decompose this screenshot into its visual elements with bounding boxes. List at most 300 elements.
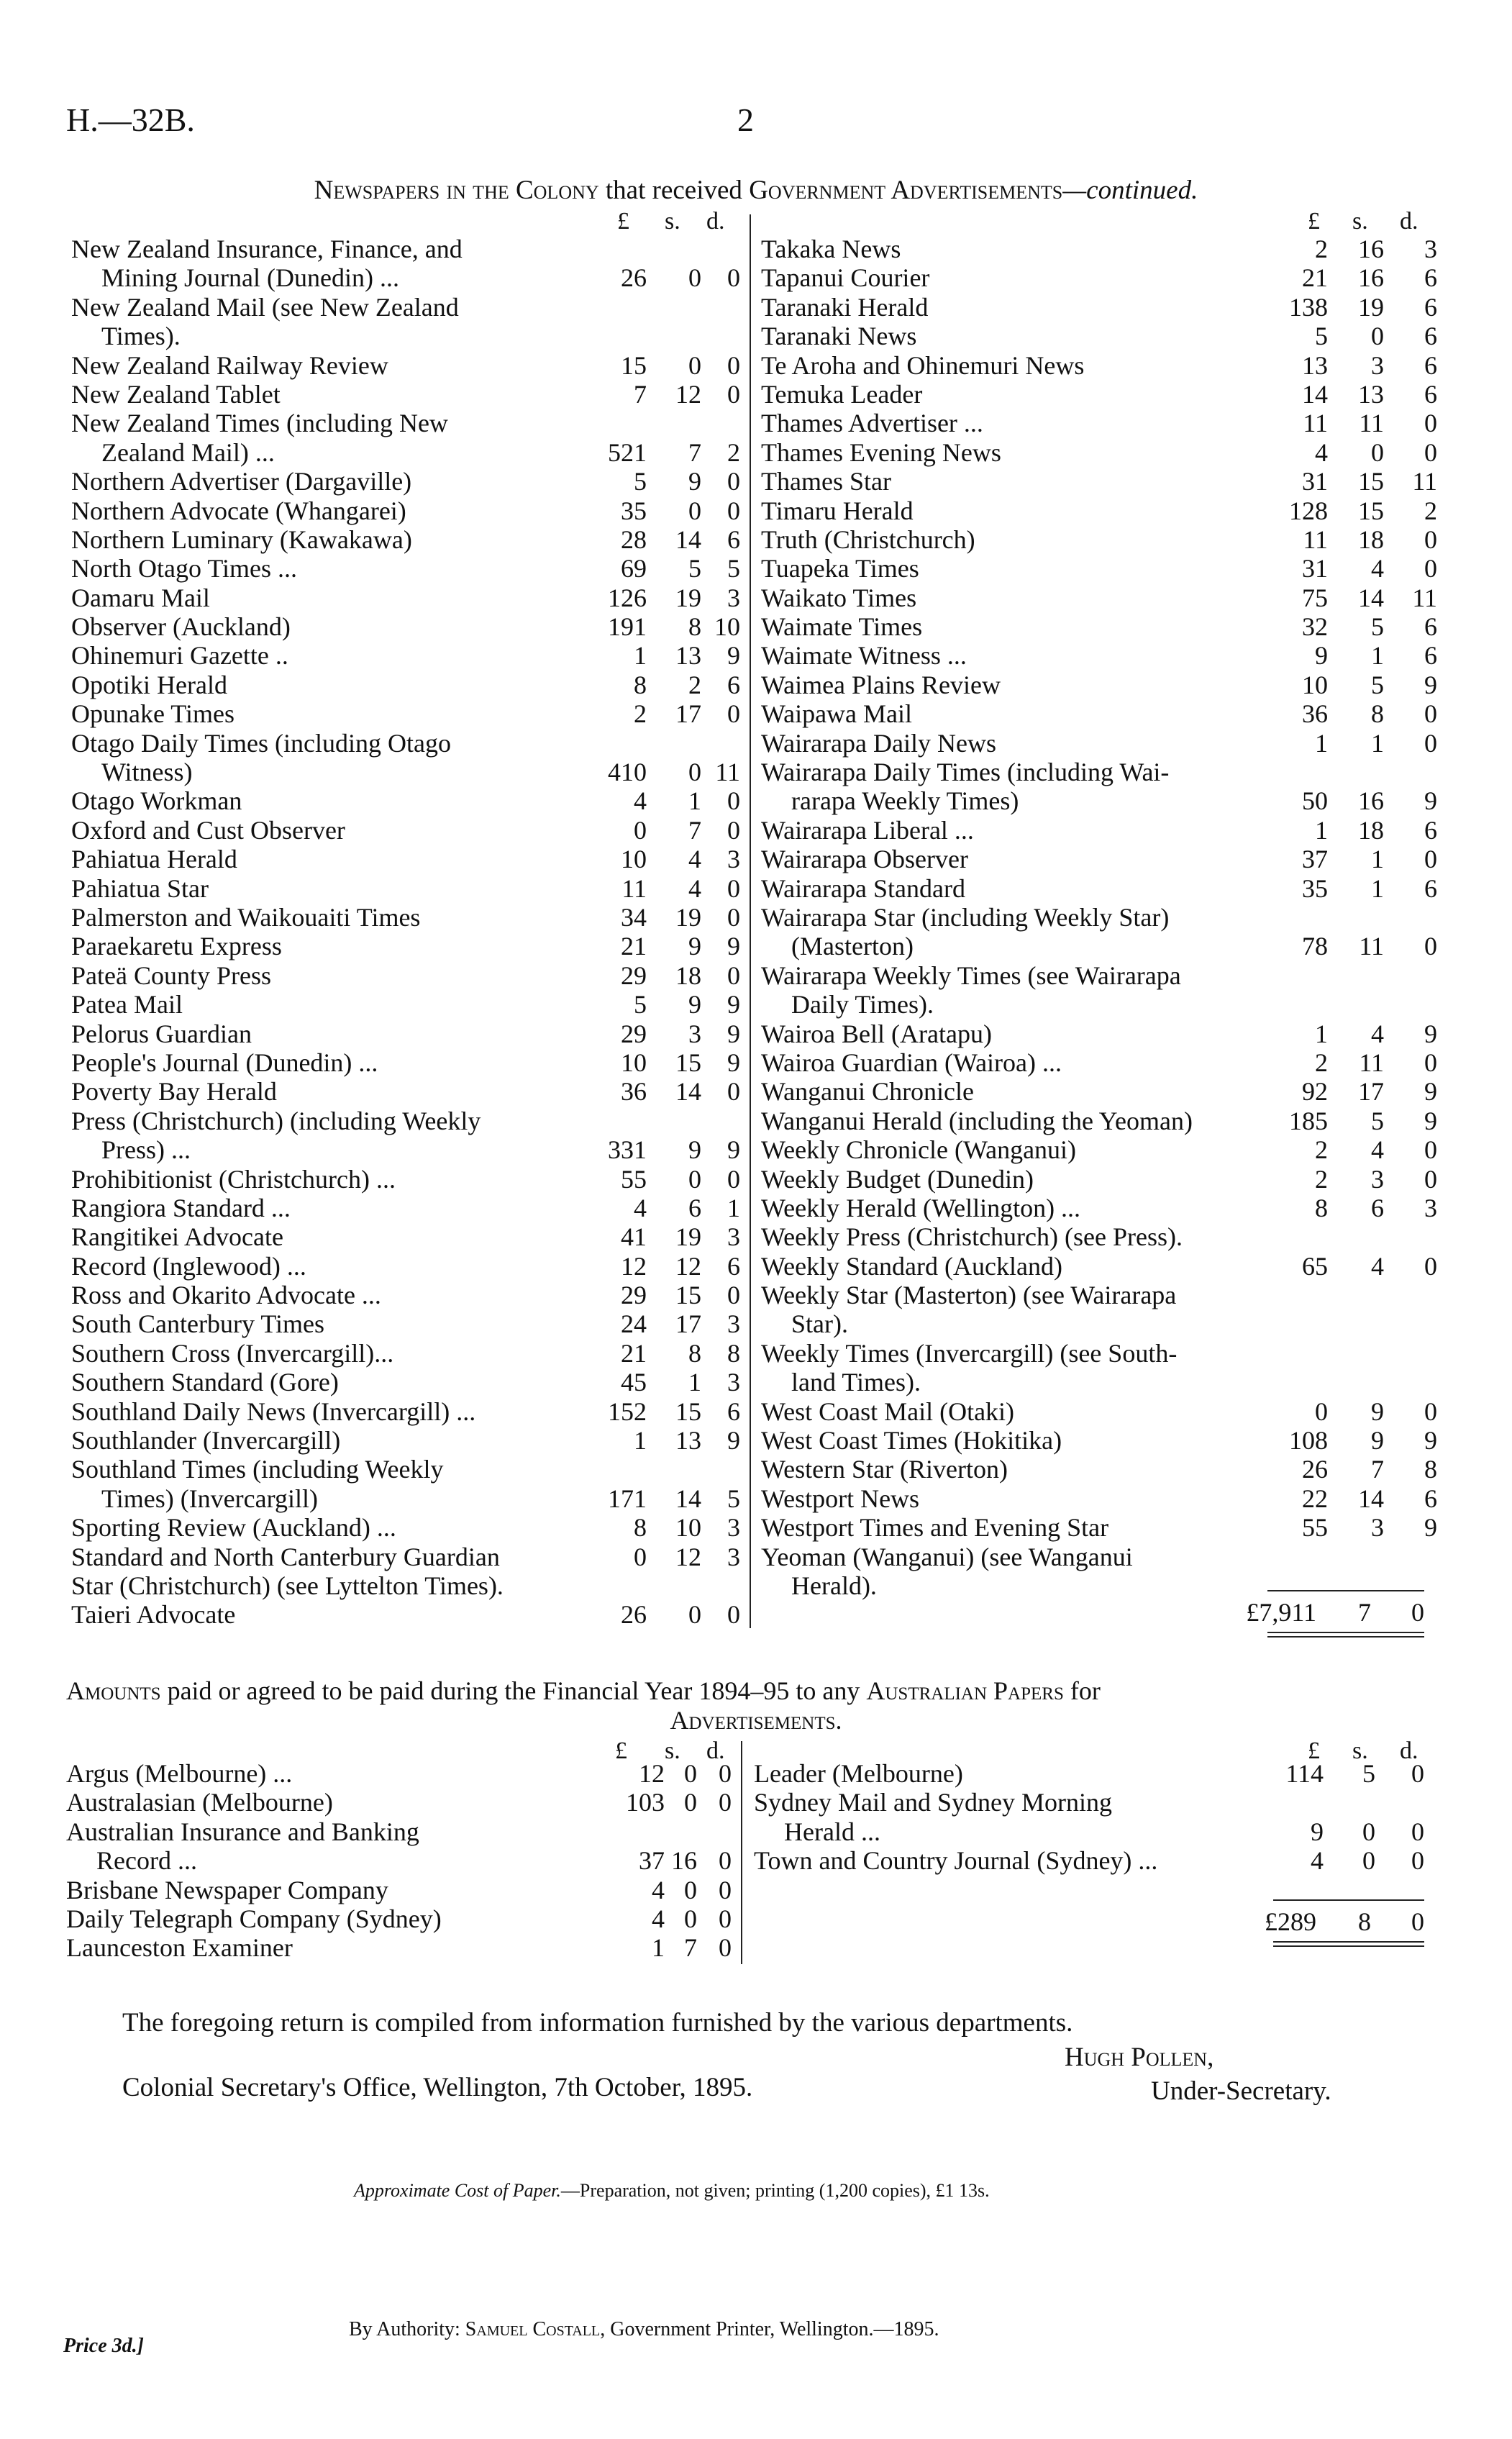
newspaper-name: Southland Daily News (Invercargill) ... [71, 1396, 476, 1426]
amount-shillings: 7 [1371, 1455, 1384, 1484]
amount-pence: 9 [727, 1048, 740, 1077]
amount-shillings: 15 [1358, 496, 1384, 525]
newspaper-name: Otago Daily Times (including Otago [71, 728, 451, 758]
amount-pence: 0 [1411, 1817, 1424, 1846]
amount-pence: 0 [727, 263, 740, 293]
newspaper-name: Waipawa Mail [761, 699, 913, 729]
newspaper-name: Observer (Auckland) [71, 612, 291, 642]
amount-shillings: 17 [675, 699, 701, 729]
authority-line [349, 2318, 939, 2341]
newspaper-name: Wairoa Guardian (Wairoa) ... [761, 1048, 1062, 1077]
amount-pence: 0 [1424, 409, 1437, 438]
amount-pence: 0 [1424, 554, 1437, 583]
list-item [761, 903, 1437, 932]
amount-pence: 3 [727, 1542, 740, 1571]
amount-shillings: 0 [688, 496, 701, 525]
list-item [761, 758, 1437, 786]
newspaper-name: Northern Luminary (Kawakawa) [71, 524, 412, 554]
list-item [761, 1252, 1437, 1281]
amount-shillings: 12 [675, 379, 701, 409]
newspaper-name: Australian Insurance and Banking [66, 1817, 419, 1846]
aus-pence-header-right: d. [1400, 1738, 1418, 1764]
amount-pence: 11 [715, 758, 740, 787]
list-item [71, 583, 740, 612]
footer-note: The foregoing return is compiled from information furnished by the various departments. [122, 2008, 1073, 2038]
amount-pounds: 15 [621, 350, 647, 380]
newspaper-name: Pelorus Guardian [71, 1019, 252, 1048]
amount-shillings: 11 [1359, 1048, 1384, 1077]
amount-pence: 9 [1424, 1019, 1437, 1048]
amount-pounds: 11 [1303, 409, 1328, 438]
amount-pounds: 5 [634, 467, 647, 496]
newspaper-name: Weekly Chronicle (Wanganui) [761, 1135, 1077, 1165]
list-item [71, 322, 740, 350]
list-item [71, 671, 740, 699]
amount-shillings: 4 [1371, 554, 1384, 583]
list-item [71, 1397, 740, 1426]
amount-pence: 9 [1424, 1106, 1437, 1135]
amount-shillings: 0 [688, 758, 701, 787]
amount-pence: 3 [1424, 1193, 1437, 1222]
amount-shillings: 9 [688, 467, 701, 496]
amount-shillings: 1 [1371, 845, 1384, 874]
amount-pounds: 37 [1302, 845, 1328, 874]
amount-shillings: 0 [1371, 322, 1384, 351]
amount-shillings: 0 [684, 1904, 697, 1933]
amount-pounds: 36 [621, 1077, 647, 1107]
amount-shillings: 19 [675, 1222, 701, 1252]
amount-pounds: 185 [1289, 1106, 1328, 1135]
title-part-3: Government Advertisements [749, 176, 1063, 205]
newspaper-name: Mining Journal (Dunedin) ... [101, 263, 399, 293]
list-item [71, 263, 740, 292]
amount-pence: 0 [727, 350, 740, 380]
amount-shillings: 5 [1371, 612, 1384, 642]
amount-shillings: 5 [1371, 670, 1384, 699]
amount-pounds: 4 [652, 1904, 665, 1933]
newspaper-name: Witness) [101, 758, 193, 787]
newspaper-name: New Zealand Railway Review [71, 350, 388, 380]
newspaper-name: Launceston Examiner [66, 1933, 293, 1963]
newspaper-name: rarapa Weekly Times) [791, 786, 1019, 816]
amount-pounds: 26 [621, 1600, 647, 1630]
amount-pence: 5 [727, 1484, 740, 1513]
list-item [761, 612, 1437, 641]
list-item [71, 758, 740, 786]
newspaper-name: Weekly Budget (Dunedin) [761, 1164, 1034, 1194]
amount-pence: 0 [1411, 1759, 1424, 1788]
newspaper-name: Westport News [761, 1484, 920, 1513]
title-part-2: that received [598, 176, 750, 205]
list-item [761, 816, 1437, 845]
list-item [761, 1281, 1437, 1309]
aus-total-double-rule-1 [1273, 1941, 1424, 1943]
list-item [761, 525, 1437, 554]
amount-pounds: 41 [621, 1222, 647, 1252]
amount-pounds: 103 [626, 1788, 665, 1817]
amount-shillings: 17 [1358, 1077, 1384, 1107]
newspaper-name: Prohibitionist (Christchurch) ... [71, 1164, 396, 1194]
amount-pounds: 9 [1315, 641, 1328, 671]
newspaper-name: Wairarapa Star (including Weekly Star) [761, 902, 1170, 932]
newspaper-name: Herald). [791, 1571, 877, 1600]
list-item [71, 786, 740, 815]
authority-rest: , Government Printer, Wellington.—1895. [600, 2318, 939, 2340]
amount-pounds: 152 [608, 1396, 647, 1426]
page-number: 2 [737, 101, 754, 138]
australian-title [66, 1676, 1433, 1705]
list-item [761, 1513, 1437, 1542]
amount-pounds: 2 [1315, 235, 1328, 263]
list-item [71, 1455, 740, 1484]
amount-pence: 0 [1424, 1164, 1437, 1194]
list-item [71, 903, 740, 932]
printer-name: Samuel Costall [465, 2318, 601, 2340]
newspaper-name: Northern Advocate (Whangarei) [71, 496, 406, 525]
amount-shillings: 8 [688, 612, 701, 642]
amount-pence: 2 [727, 437, 740, 467]
list-item [71, 467, 740, 496]
amount-pounds: 21 [621, 932, 647, 961]
list-item [761, 845, 1437, 873]
grand-total [1223, 1597, 1424, 1629]
list-item [754, 1846, 1424, 1875]
list-item [761, 380, 1437, 409]
list-item [761, 496, 1437, 525]
amount-pounds: 32 [1302, 612, 1328, 642]
newspaper-name: Star (Christchurch) (see Lyttelton Times). [71, 1571, 504, 1600]
amount-pence: 0 [727, 1281, 740, 1310]
amount-pounds: 45 [621, 1368, 647, 1397]
aus-pound-header-left: £ [615, 1738, 627, 1764]
amount-shillings: 18 [1358, 524, 1384, 554]
list-item [761, 322, 1437, 350]
newspaper-name: Southern Standard (Gore) [71, 1368, 339, 1397]
list-item [71, 1339, 740, 1368]
amount-pounds: 12 [639, 1759, 665, 1788]
amount-shillings: 14 [675, 1484, 701, 1513]
total-double-rule-2 [1267, 1636, 1424, 1638]
amount-shillings: 1 [688, 786, 701, 816]
newspaper-name: Oamaru Mail [71, 583, 210, 612]
amount-shillings: 16 [1358, 786, 1384, 816]
amount-shillings: 3 [1371, 350, 1384, 380]
document-reference: H.—32B. [66, 101, 195, 138]
amount-shillings: 2 [688, 670, 701, 699]
list-item [761, 554, 1437, 583]
list-item [71, 1048, 740, 1077]
newspaper-name: Waikato Times [761, 583, 917, 612]
amount-pence: 0 [727, 1164, 740, 1194]
amount-pounds: 10 [621, 1048, 647, 1077]
amount-shillings: 6 [688, 1193, 701, 1222]
amount-shillings: 19 [675, 902, 701, 932]
amount-pence: 6 [1424, 873, 1437, 903]
newspaper-name: Press) ... [101, 1135, 191, 1165]
newspaper-name: Waimate Witness ... [761, 641, 967, 671]
amount-pence: 9 [727, 1135, 740, 1165]
list-item [761, 1455, 1437, 1484]
aus-left-list [66, 1759, 732, 1963]
newspaper-name: Timaru Herald [761, 496, 914, 525]
list-item [71, 1077, 740, 1106]
list-item [71, 1600, 740, 1629]
amount-pounds: 2 [1315, 1164, 1328, 1194]
total-pence: 0 [1411, 1598, 1424, 1627]
amount-pence: 9 [727, 1019, 740, 1048]
amount-shillings: 4 [1371, 1251, 1384, 1281]
list-item [761, 1165, 1437, 1194]
list-item [71, 1165, 740, 1194]
amount-shillings: 7 [688, 815, 701, 845]
amount-pence: 9 [1424, 1513, 1437, 1543]
aus-total-pounds: £289 [1265, 1907, 1316, 1936]
amount-pence: 6 [727, 524, 740, 554]
amount-shillings: 15 [675, 1048, 701, 1077]
amount-pence: 6 [727, 670, 740, 699]
amount-shillings: 4 [1371, 1135, 1384, 1165]
newspaper-name: Oxford and Cust Observer [71, 815, 345, 845]
amount-pence: 9 [1424, 1426, 1437, 1455]
newspaper-name: Opunake Times [71, 699, 235, 729]
list-item [761, 1397, 1437, 1426]
amount-pence: 0 [727, 379, 740, 409]
newspaper-name: Wanganui Chronicle [761, 1077, 975, 1107]
amount-shillings: 9 [1371, 1396, 1384, 1426]
newspaper-name: Ohinemuri Gazette .. [71, 641, 288, 671]
signer-role: Under-Secretary. [1151, 2076, 1331, 2106]
amount-shillings: 6 [1371, 1193, 1384, 1222]
amount-pence: 0 [727, 960, 740, 990]
title-part-1: Newspapers in the Colony [314, 176, 599, 205]
amount-pounds: 0 [1315, 1396, 1328, 1426]
list-item [71, 1194, 740, 1222]
newspaper-name: Otago Workman [71, 786, 242, 816]
amount-pounds: 1 [1315, 815, 1328, 845]
amount-pence: 3 [727, 1222, 740, 1252]
title-continued: —continued. [1062, 176, 1198, 205]
list-item [761, 293, 1437, 322]
list-item [71, 1368, 740, 1396]
aus-shilling-header-left: s. [665, 1738, 680, 1764]
amount-shillings: 11 [1359, 409, 1384, 438]
aus-total-pence: 0 [1411, 1907, 1424, 1936]
list-item [71, 961, 740, 990]
amount-pounds: 114 [1285, 1759, 1324, 1788]
amount-pence: 9 [727, 641, 740, 671]
list-item [761, 961, 1437, 990]
amount-shillings: 0 [1362, 1846, 1375, 1876]
amount-pence: 6 [1424, 379, 1437, 409]
cost-line [354, 2180, 990, 2202]
newspaper-name: Australasian (Melbourne) [66, 1788, 333, 1817]
list-item [761, 1426, 1437, 1455]
list-item [761, 1135, 1437, 1164]
newspaper-name: Wairarapa Liberal ... [761, 815, 974, 845]
amount-shillings: 9 [688, 1135, 701, 1165]
amount-pounds: 22 [1302, 1484, 1328, 1513]
aus-title-4: for [1063, 1676, 1101, 1705]
amount-shillings: 14 [675, 524, 701, 554]
newspaper-name: Star). [791, 1309, 848, 1339]
newspaper-name: West Coast Times (Hokitika) [761, 1426, 1062, 1455]
amount-shillings: 5 [1362, 1759, 1375, 1788]
list-item [761, 1368, 1437, 1396]
newspaper-name: North Otago Times ... [71, 554, 298, 583]
newspaper-name: Southland Times (including Weekly [71, 1455, 444, 1484]
amount-shillings: 13 [675, 1426, 701, 1455]
newspaper-name: Truth (Christchurch) [761, 524, 975, 554]
list-item [754, 1759, 1424, 1788]
list-item [761, 1222, 1437, 1251]
amount-pounds: 31 [1302, 467, 1328, 496]
amount-shillings: 4 [688, 845, 701, 874]
newspaper-name: Ross and Okarito Advocate ... [71, 1281, 381, 1310]
amount-pence: 3 [1424, 235, 1437, 263]
newspaper-name: Record (Inglewood) ... [71, 1251, 306, 1281]
list-item [761, 1019, 1437, 1048]
amount-pounds: 36 [1302, 699, 1328, 729]
newspaper-name: Wairarapa Daily News [761, 728, 996, 758]
aus-total-shillings: 8 [1358, 1907, 1371, 1936]
amount-pounds: 171 [608, 1484, 647, 1513]
amount-pence: 9 [727, 990, 740, 1019]
newspaper-name: New Zealand Times (including New [71, 409, 448, 438]
list-item [71, 699, 740, 728]
cost-label: Approximate Cost of Paper. [354, 2180, 561, 2201]
amount-pounds: 1 [652, 1933, 665, 1963]
amount-pence: 3 [727, 845, 740, 874]
amount-shillings: 15 [1358, 467, 1384, 496]
list-item [71, 1222, 740, 1251]
list-item [71, 525, 740, 554]
newspaper-name: Times) (Invercargill) [101, 1484, 318, 1513]
amount-shillings: 9 [688, 990, 701, 1019]
list-item [71, 612, 740, 641]
amount-pounds: 5 [1315, 322, 1328, 351]
amount-pence: 9 [1424, 786, 1437, 816]
newspaper-name: South Canterbury Times [71, 1309, 325, 1339]
amount-pence: 0 [1424, 699, 1437, 729]
amount-shillings: 9 [688, 932, 701, 961]
amount-shillings: 14 [1358, 583, 1384, 612]
newspaper-name: Press (Christchurch) (including Weekly [71, 1106, 481, 1135]
newspaper-name: Takaka News [761, 235, 901, 263]
list-item [761, 786, 1437, 815]
amount-pence: 8 [1424, 1455, 1437, 1484]
amount-pence: 8 [727, 1338, 740, 1368]
amount-shillings: 1 [688, 1368, 701, 1397]
aus-total [1223, 1907, 1424, 1938]
aus-total-rule [1273, 1899, 1424, 1901]
newspaper-name: Weekly Star (Masterton) (see Wairarapa [761, 1281, 1177, 1310]
amount-shillings: 3 [1371, 1164, 1384, 1194]
amount-shillings: 4 [688, 873, 701, 903]
newspaper-name: Standard and North Canterbury Guardian [71, 1542, 500, 1571]
list-item [66, 1904, 732, 1933]
amount-shillings: 0 [688, 1164, 701, 1194]
amount-shillings: 0 [688, 350, 701, 380]
pence-header-left: d. [706, 208, 725, 235]
newspaper-name: New Zealand Mail (see New Zealand [71, 292, 459, 322]
newspaper-name: land Times). [791, 1368, 921, 1397]
list-item [71, 1107, 740, 1135]
amount-pence: 9 [1424, 1077, 1437, 1107]
amount-pence: 0 [719, 1933, 732, 1963]
aus-column-divider [741, 1741, 742, 1964]
aus-pence-header-left: d. [706, 1738, 725, 1764]
newspaper-name: Weekly Press (Christchurch) (see Press). [761, 1222, 1183, 1252]
amount-pence: 9 [727, 1426, 740, 1455]
amount-pounds: 1 [634, 1426, 647, 1455]
list-item [761, 874, 1437, 903]
list-item [761, 1194, 1437, 1222]
aus-title-2: paid or agreed to be paid during the Financial Year 1894–95 to any [160, 1676, 867, 1705]
amount-shillings: 0 [1371, 437, 1384, 467]
list-item [71, 351, 740, 380]
amount-shillings: 4 [1371, 1019, 1384, 1048]
amount-shillings: 0 [688, 1600, 701, 1630]
amount-pence: 0 [1424, 437, 1437, 467]
list-item [761, 990, 1437, 1019]
list-item [761, 409, 1437, 437]
list-item [66, 1759, 732, 1788]
amount-pounds: 7 [634, 379, 647, 409]
table-title [0, 175, 1512, 206]
amount-shillings: 16 [671, 1846, 697, 1876]
newspaper-name: Town and Country Journal (Sydney) ... [754, 1846, 1158, 1876]
amount-pence: 3 [727, 1309, 740, 1339]
list-item [71, 932, 740, 960]
amount-pounds: 2 [1315, 1048, 1328, 1077]
list-item [71, 816, 740, 845]
aus-title-5: Advertisements. [670, 1706, 842, 1735]
amount-pence: 0 [727, 786, 740, 816]
list-item [66, 1933, 732, 1962]
amount-pounds: 4 [634, 786, 647, 816]
newspaper-name: Sydney Mail and Sydney Morning [754, 1788, 1112, 1817]
list-item [761, 1077, 1437, 1106]
amount-pence: 6 [1424, 1484, 1437, 1513]
amount-pence: 6 [1424, 292, 1437, 322]
amount-pounds: 8 [634, 1513, 647, 1543]
newspaper-name: West Coast Mail (Otaki) [761, 1396, 1015, 1426]
amount-shillings: 16 [1358, 235, 1384, 263]
newspaper-name: Wairarapa Standard [761, 873, 965, 903]
list-item [71, 554, 740, 583]
amount-shillings: 8 [1371, 699, 1384, 729]
amount-shillings: 7 [688, 437, 701, 467]
aus-title-1: Amounts [66, 1676, 161, 1705]
total-rule [1267, 1590, 1424, 1591]
amount-pounds: 13 [1302, 350, 1328, 380]
list-item [71, 438, 740, 467]
amount-pounds: 4 [634, 1193, 647, 1222]
amount-pounds: 8 [1315, 1193, 1328, 1222]
amount-pounds: 1 [634, 641, 647, 671]
amount-shillings: 14 [1358, 1484, 1384, 1513]
list-item [761, 1484, 1437, 1513]
list-item [761, 671, 1437, 699]
amount-pence: 2 [1424, 496, 1437, 525]
amount-pence: 6 [1424, 263, 1437, 293]
amount-pence: 6 [727, 1396, 740, 1426]
amount-shillings: 15 [675, 1281, 701, 1310]
list-item [71, 1571, 740, 1600]
amount-pounds: 8 [634, 670, 647, 699]
pound-header-right: £ [1308, 208, 1320, 235]
amount-pence: 0 [1424, 1251, 1437, 1281]
